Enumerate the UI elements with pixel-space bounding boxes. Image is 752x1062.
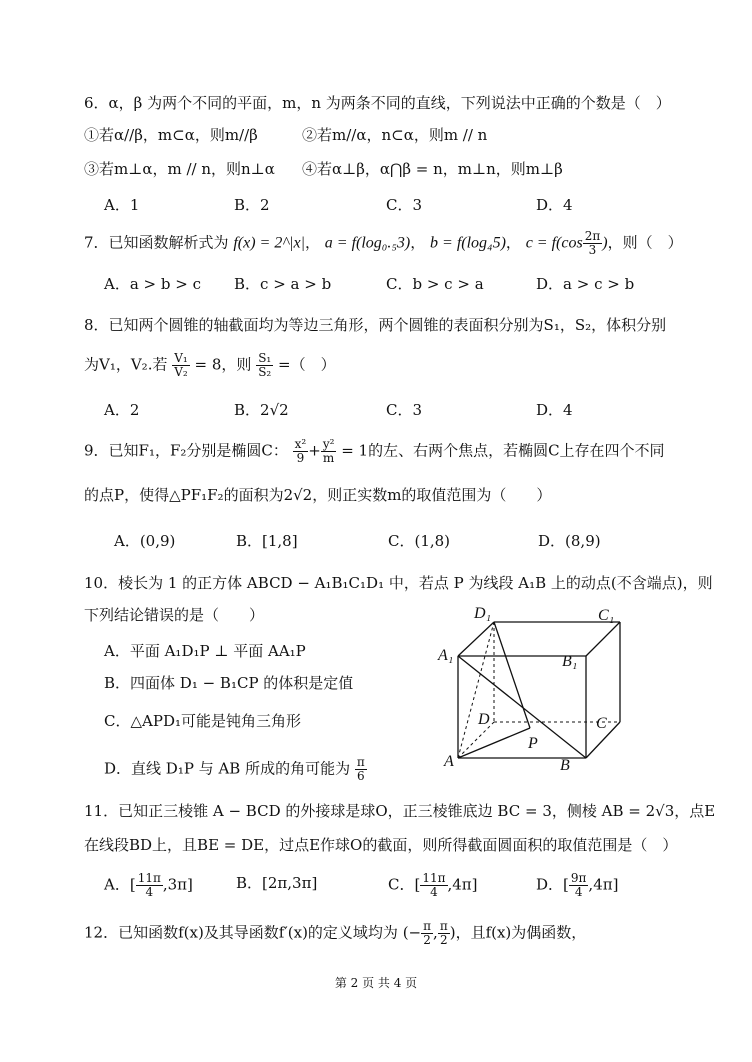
q9-stem1-intro: 9．已知F₁，F₂分别是椭圆C： xyxy=(84,441,288,460)
q11-c-fraction xyxy=(420,872,447,899)
q9-stem-line2: 的点P，使得△PF₁F₂的面积为2√2，则正实数m的取值范围为（ ） xyxy=(84,486,552,504)
q10-option-c: C．△APD₁可能是钝角三角形 xyxy=(104,712,301,730)
q11-option-a xyxy=(104,872,193,899)
q11-c-pre: C．[ xyxy=(388,875,421,894)
q10-option-d-den: 6 xyxy=(357,769,365,783)
label-c1: C₁ xyxy=(598,607,615,624)
q10-option-d-text: D．直线 D₁P 与 AB 所成的角可能为 xyxy=(104,759,351,778)
segment-d1p xyxy=(494,622,530,728)
q11-c-num: 11π xyxy=(422,871,446,885)
q10-option-a: A．平面 A₁D₁P ⊥ 平面 AA₁P xyxy=(104,642,306,660)
q7-cos-num: 2π xyxy=(584,229,601,243)
q7-cos-den: 3 xyxy=(588,243,597,257)
q9-y-fraction xyxy=(321,438,337,465)
label-d: D xyxy=(478,711,490,728)
q6-stem: 6．α，β 为两个不同的平面，m，n 为两条不同的直线，下列说法中正确的个数是（ ） xyxy=(84,94,671,112)
q11-d-post: ,4π] xyxy=(588,875,619,894)
q9-option-c: C．(1,8) xyxy=(388,532,451,550)
q7-cos-fraction xyxy=(583,230,603,257)
q7-option-b: B．c > a > b xyxy=(234,275,332,293)
q7-stem: 7．已知函数解析式为 f(x) = 2^|x|， a = f(log₀.₅3)， b = f(log₄5)， c = f(cos $\frac{2\pi}{3}$ )，则（ ） xyxy=(84,229,683,257)
q8-stem2-mid: = 8，则 xyxy=(194,355,252,374)
q9-option-d: D．(8,9) xyxy=(538,532,601,550)
q11-a-pre: A．[ xyxy=(104,875,136,894)
q8-stem2-intro: 为V₁，V₂.若 xyxy=(84,355,168,374)
q9-x-num: x² xyxy=(294,437,307,451)
q9-y-num: y² xyxy=(322,437,335,451)
q7-a-def: a = f(log₀.₅3) xyxy=(324,234,411,252)
q7-c-def: c = f(cos xyxy=(525,234,583,252)
q12-right-den: 2 xyxy=(439,933,448,947)
q11-stem-line2: 在线段BD上，且BE = DE，过点E作球O的截面，则所得截面圆面积的取值范围是（ ） xyxy=(84,836,678,854)
q6-option-b: B．2 xyxy=(234,196,270,214)
q10-option-d xyxy=(104,756,367,783)
q12-left-fraction xyxy=(421,920,433,947)
q8-v-fraction xyxy=(172,352,189,379)
cube-edge-bc xyxy=(586,722,620,758)
q6-statement-4: ④若α⊥β，α⋂β = n，m⊥n，则m⊥β xyxy=(302,160,563,178)
q12-left-num: π xyxy=(423,919,432,933)
q8-option-a: A．2 xyxy=(104,401,140,419)
q8-stem2-end: =（ ） xyxy=(278,355,336,374)
q11-a-num: 11π xyxy=(137,871,161,885)
q11-d-pre: D．[ xyxy=(536,875,569,894)
label-b1: B₁ xyxy=(562,653,578,670)
q11-d-den: 4 xyxy=(574,885,583,899)
q9-option-a: A．(0,9) xyxy=(114,532,176,550)
segment-ad1 xyxy=(458,622,494,758)
q8-v-den: V₂ xyxy=(174,365,188,379)
label-p: P xyxy=(528,735,538,752)
q11-stem-line1: 11．已知正三棱锥 A − BCD 的外接球是球O，正三棱锥底边 BC = 3，侧棱 AB = 2√3，点E xyxy=(84,802,716,820)
cube-edge-a1d1 xyxy=(458,622,494,656)
q7-c-close: ) xyxy=(602,234,608,252)
q8-s-num: S₁ xyxy=(258,351,272,365)
q6-statement-3: ③若m⊥α，m // n，则n⊥α xyxy=(84,160,275,178)
q12-stem-intro: 12．已知函数f(x)及其导函数f′(x)的定义域均为 xyxy=(84,923,398,942)
q9-x-den: 9 xyxy=(296,451,305,465)
q9-stem-line1: 9．已知F₁，F₂分别是椭圆C： $\frac{\text{x²}}{9}$ + $\frac{\text{y²}}{m}$ = 1的左、右两个焦点，若椭圆C上存在四个不同 xyxy=(84,437,665,465)
q8-v-num: V₁ xyxy=(174,351,188,365)
q11-b-text: B．[2π,3π] xyxy=(236,874,318,892)
q11-c-den: 4 xyxy=(430,885,438,899)
q9-option-b: B．[1,8] xyxy=(236,532,298,550)
label-d1: D₁ xyxy=(474,605,492,622)
q11-option-d xyxy=(536,872,618,899)
q12-stem: 12．已知函数f(x)及其导函数f′(x)的定义域均为 (− $\frac{\pi}{2}$ , $\frac{\pi}{2}$ )，且f(x)为偶函数， xyxy=(84,919,587,947)
q7-stem-end: ，则（ ） xyxy=(607,233,683,252)
q7-option-c: C．b > c > a xyxy=(386,275,484,293)
q7-b-def: b = f(log₄5) xyxy=(430,234,506,252)
q8-option-d: D．4 xyxy=(536,401,573,419)
label-a: A xyxy=(444,753,454,770)
segment-ap xyxy=(458,728,530,758)
segment-a1b xyxy=(458,656,586,758)
q10-option-d-num: π xyxy=(356,755,365,769)
cube-edge-b1c1 xyxy=(586,622,620,656)
q12-left-den: 2 xyxy=(423,933,431,947)
label-a1: A₁ xyxy=(438,647,454,664)
q10-stem-line2: 下列结论错误的是（ ） xyxy=(84,606,265,624)
q12-stem-end: ，且f(x)为偶函数， xyxy=(455,923,587,942)
q7-stem-intro: 7．已知函数解析式为 xyxy=(84,233,229,252)
q12-right-fraction xyxy=(438,920,450,947)
q7-option-d: D．a > c > b xyxy=(536,275,635,293)
q11-a-post: ,3π] xyxy=(162,875,193,894)
q8-s-den: S₂ xyxy=(258,365,272,379)
q7-option-a: A．a > b > c xyxy=(104,275,201,293)
q11-option-c xyxy=(388,872,478,899)
q11-option-b xyxy=(236,872,317,893)
q10-option-d-fraction xyxy=(355,756,367,783)
q8-option-c: C．3 xyxy=(386,401,423,419)
label-c: C xyxy=(596,715,607,732)
q11-d-num: 9π xyxy=(570,871,587,885)
q10-option-b: B．四面体 D₁ − B₁CP 的体积是定值 xyxy=(104,674,354,692)
cube-edge-ad xyxy=(458,722,494,758)
q8-s-fraction xyxy=(256,352,273,379)
q9-y-den: m xyxy=(322,451,335,465)
q11-d-fraction xyxy=(569,872,589,899)
q8-stem-line2 xyxy=(84,352,336,379)
page-footer: 第 2 页 共 4 页 xyxy=(334,976,418,990)
q9-stem1-end: = 1的左、右两个焦点，若椭圆C上存在四个不同 xyxy=(341,441,665,460)
q12-right-num: π xyxy=(439,919,448,933)
q6-option-a: A．1 xyxy=(104,196,140,214)
q11-a-fraction xyxy=(136,872,163,899)
q6-option-c: C．3 xyxy=(386,196,423,214)
q11-a-den: 4 xyxy=(145,885,154,899)
label-b: B xyxy=(560,757,570,774)
q7-function: f(x) = 2^|x| xyxy=(233,234,305,252)
q11-c-post: ,4π] xyxy=(447,875,478,894)
q8-option-b: B．2√2 xyxy=(234,401,289,419)
q6-statement-2: ②若m//α，n⊂α，则m // n xyxy=(302,126,488,144)
q6-option-d: D．4 xyxy=(536,196,573,214)
q8-stem-line1: 8．已知两个圆锥的轴截面均为等边三角形，两个圆锥的表面积分别为S₁，S₂，体积分别 xyxy=(84,316,667,334)
q10-stem-line1: 10．棱长为 1 的正方体 ABCD − A₁B₁C₁D₁ 中，若点 P 为线段 A₁B 上的动点(不含端点)，则 xyxy=(84,574,713,592)
q9-x-fraction xyxy=(293,438,309,465)
q6-statement-1: ①若α//β，m⊂α，则m//β xyxy=(84,126,258,144)
